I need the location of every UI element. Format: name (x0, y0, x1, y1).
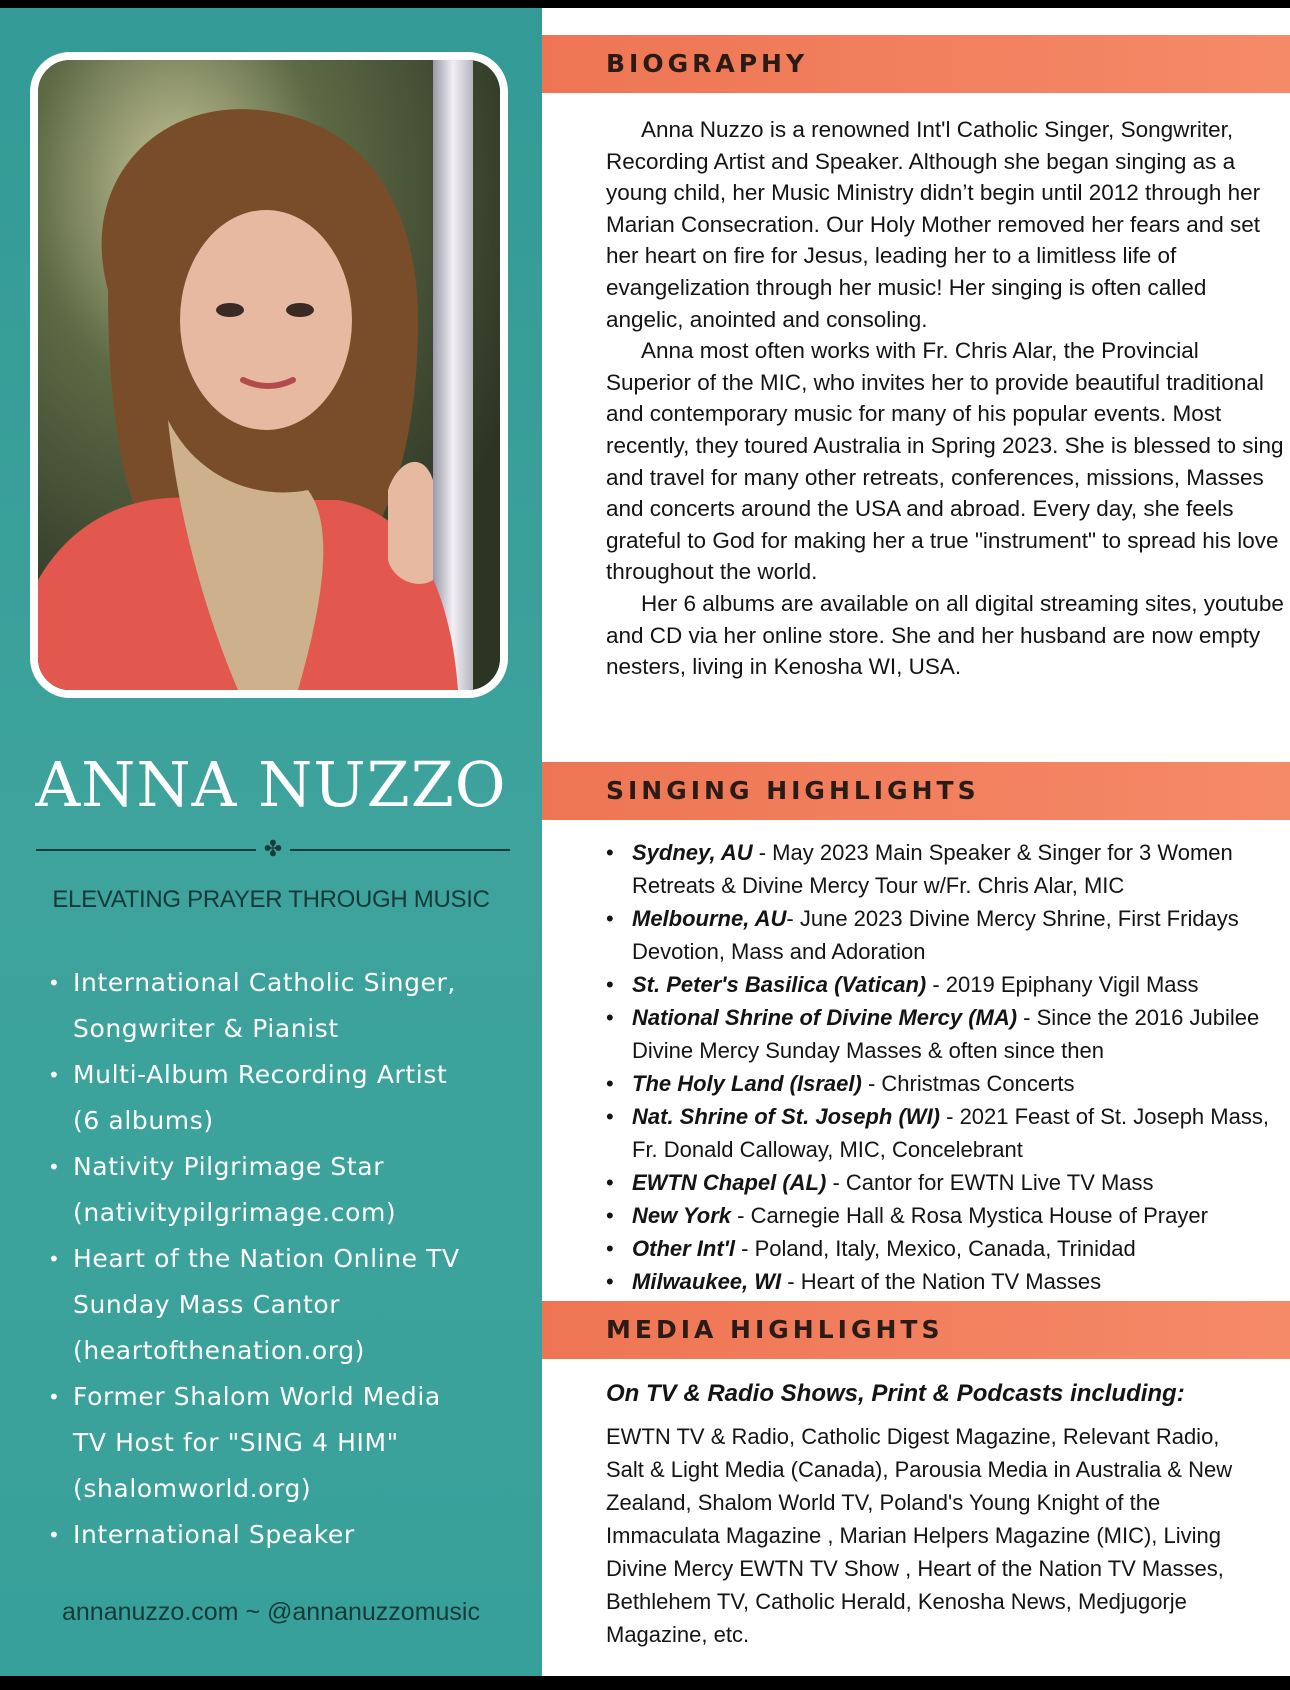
highlight-item: • EWTN Chapel (AL) - Cantor for EWTN Live TV Mass (606, 1166, 1276, 1199)
bio-paragraph: Anna Nuzzo is a renowned Int'l Catholic Singer, Songwriter, Recording Artist and Speaker. Although she began singing as a young child, her Music Ministry didn’t begin until 2012 through her Marian Consecration. Our Holy Mother removed her fears and set her heart on fire for Jesus, leading her to a limitless life of evangelization through her music! Her singing is often called angelic, anointed and consoling. (606, 117, 1261, 332)
highlight-item: • Melbourne, AU- June 2023 Divine Mercy Shrine, First Fridays Devotion, Mass and Adoration (606, 902, 1276, 968)
media-outlets-text: EWTN TV & Radio, Catholic Digest Magazine, Relevant Radio, Salt & Light Media (Canada), Parousia Media in Australia & New Zealand, Shalom World TV, Poland's Young Knight of the Immaculata Magazine , Marian Helpers Magazine (MIC), Living Divine Mercy EWTN TV Show , Heart of the Nation TV Masses, Bethlehem TV, Catholic Herald, Kenosha News, Medjugorje Magazine, etc. (606, 1424, 1233, 1647)
highlight-item: • Nat. Shrine of St. Joseph (WI) - 2021 Feast of St. Joseph Mass, Fr. Donald Calloway, MIC, Concelebrant (606, 1100, 1276, 1166)
bio-paragraph: Her 6 albums are available on all digital streaming sites, youtube and CD via her online store. She and her husband are now empty nesters, living in Kenosha WI, USA. (606, 590, 1284, 680)
highlight-item: • National Shrine of Divine Mercy (MA) - Since the 2016 Jubilee Divine Mercy Sunday Masses & often since then (606, 1001, 1276, 1067)
credential-item: • International Catholic Singer, Songwriter & Pianist (48, 960, 528, 1052)
website-and-social-handle: annanuzzo.com ~ @annanuzzomusic (62, 1598, 480, 1626)
singing-highlights-list (606, 836, 1276, 1298)
tagline: ELEVATING PRAYER THROUGH MUSIC (52, 886, 490, 913)
highlight-item: • Milwaukee, WI - Heart of the Nation TV Masses (606, 1265, 1276, 1298)
highlight-item: • St. Peter's Basilica (Vatican) - 2019 Epiphany Vigil Mass (606, 968, 1276, 1001)
highlight-item: • Other Int'l - Poland, Italy, Mexico, Canada, Trinidad (606, 1232, 1276, 1265)
portrait-photo (30, 52, 508, 698)
section-heading: SINGING HIGHLIGHTS (606, 776, 980, 805)
credentials-list (48, 960, 528, 1558)
ornamental-divider (36, 837, 510, 862)
section-heading: BIOGRAPHY (606, 49, 809, 78)
credential-item: • Multi-Album Recording Artist (6 albums) (48, 1052, 528, 1144)
bio-paragraph: Anna most often works with Fr. Chris Alar, the Provincial Superior of the MIC, who invites her to provide beautiful traditional and contemporary music for many of his popular events. Most recently, they toured Australia in Spring 2023. She is blessed to sing and travel for many other retreats, conferences, missions, Masses and concerts around the USA and abroad. Every day, she feels grateful to God for making her a true "instrument" to spread his love throughout the world. (606, 338, 1284, 585)
credential-item: • Nativity Pilgrimage Star (nativitypilgrimage.com) (48, 1144, 528, 1236)
highlight-item: • New York - Carnegie Hall & Rosa Mystica House of Prayer (606, 1199, 1276, 1232)
biography-header (542, 35, 1290, 93)
credential-item: • International Speaker (48, 1512, 528, 1558)
left-panel (0, 8, 542, 1676)
biography-text (606, 114, 1286, 683)
singing-highlights-header (542, 762, 1290, 820)
highlight-item: • The Holy Land (Israel) - Christmas Concerts (606, 1067, 1276, 1100)
one-sheet-page (0, 8, 1290, 1676)
fleuron-icon: ✤ (263, 837, 283, 862)
section-heading: MEDIA HIGHLIGHTS (606, 1315, 944, 1344)
highlight-item: • Sydney, AU - May 2023 Main Speaker & Singer for 3 Women Retreats & Divine Mercy Tour w/Fr. Chris Alar, MIC (606, 836, 1276, 902)
media-subheading: On TV & Radio Shows, Print & Podcasts including: (606, 1380, 1185, 1407)
artist-name: ANNA NUZZO (35, 748, 507, 821)
credential-item: • Heart of the Nation Online TV Sunday Mass Cantor (heartofthenation.org) (48, 1236, 528, 1374)
media-highlights-header (542, 1301, 1290, 1359)
credential-item: • Former Shalom World Media TV Host for "SING 4 HIM" (shalomworld.org) (48, 1374, 528, 1512)
right-panel (542, 8, 1290, 1676)
